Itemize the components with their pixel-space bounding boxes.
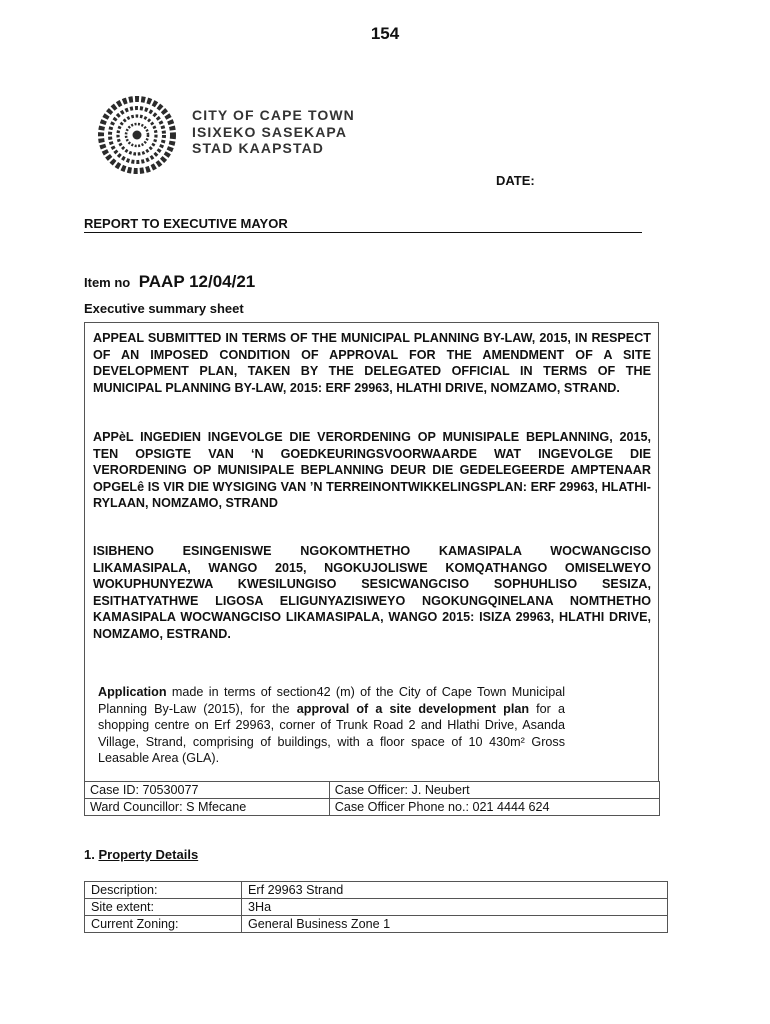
item-label: Item no — [84, 275, 131, 290]
ward-councillor: Ward Councillor: S Mfecane — [85, 799, 330, 816]
table-row — [85, 916, 668, 933]
case-officer-phone: Case Officer Phone no.: 021 4444 624 — [329, 799, 659, 816]
case-info-table — [84, 781, 660, 816]
table-row — [85, 882, 668, 899]
table-row — [85, 782, 660, 799]
section-heading — [84, 847, 198, 862]
item-row — [84, 272, 255, 292]
property-value: 3Ha — [242, 899, 668, 916]
org-name-line: CITY OF CAPE TOWN — [192, 107, 355, 123]
summary-afrikaans: APPèL INGEDIEN INGEVOLGE DIE VERORDENING OP MUNISIPALE BEPLANNING, 2015, TEN OPSIGTE VAN ‘N GOEDKEURINGSVOORWAARDE WAT INGEVOLGE DIE VERORDENING OP MUNISIPALE BEPLANNING DEUR DIE GEDELEGEERDE AMPTENAAR OPGELê IS VIR DIE WYSIGING VAN ’N TERREINONTWIKKELINGSPLAN: ERF 29963, HLATHI-RYLAAN, NOMZAMO, STRAND — [93, 430, 651, 511]
summary-label: Executive summary sheet — [84, 301, 244, 316]
city-of-cape-town-emblem-icon — [92, 95, 182, 175]
date-label: DATE: — [496, 173, 535, 188]
org-name-line: ISIXEKO SASEKAPA — [192, 123, 348, 140]
application-text-part: made in terms of section42 (m) of the City of Cape Town Municipal Planning By-Law (2015), for the — [98, 685, 565, 716]
page-number: 154 — [370, 24, 400, 43]
table-row — [85, 899, 668, 916]
application-description — [98, 684, 565, 767]
application-text-part: for a shopping centre on Erf 29963, corner of Trunk Road 2 and Hlathi Drive, Asanda Village, Strand, comprising of buildings, with a floor space of 10 430m² Gross Leasable Area (GLA). — [98, 701, 565, 766]
application-emphasis: approval of a site development plan — [296, 701, 530, 716]
case-id: Case ID: 70530077 — [85, 782, 330, 799]
report-title: REPORT TO EXECUTIVE MAYOR — [84, 216, 642, 233]
application-lead: Application — [98, 685, 167, 699]
summary-xhosa: ISIBHENO ESINGENISWE NGOKOMTHETHO KAMASIPALA WOCWANGCISO LIKAMASIPALA, WANGO 2015, NGOKUJOLISWE KOMQATHANGO OMISELWEYO WOKUPHUNYEZWA KWESILUNGISO SESICWANGCISO SOPHUHLISO SESIZA, ESITHATYATHWE LIGOSA ELIGUNYAZISIWEYO NGOKUNGQINELANA NOMTHETHO KAMASIPALA WOCWANGCISO LIKAMASIPALA, WANGO 2015: ISIZA 29963, HLATHI DRIVE, NOMZAMO, ESTRAND. — [93, 544, 651, 641]
case-officer: Case Officer: J. Neubert — [329, 782, 659, 799]
property-details-table — [84, 881, 668, 933]
executive-summary-box — [84, 322, 659, 782]
property-label: Current Zoning: — [85, 916, 242, 933]
property-label: Site extent: — [85, 899, 242, 916]
org-name-line: STAD KAAPSTAD — [192, 140, 325, 156]
property-label: Description: — [85, 882, 242, 899]
section-number: 1. — [84, 847, 95, 862]
property-value: Erf 29963 Strand — [242, 882, 668, 899]
item-number: PAAP 12/04/21 — [138, 272, 256, 291]
summary-english: APPEAL SUBMITTED IN TERMS OF THE MUNICIPAL PLANNING BY-LAW, 2015, IN RESPECT OF AN IMPOSED CONDITION OF APPROVAL FOR THE AMENDMENT OF A SITE DEVELOPMENT PLAN, TAKEN BY THE DELEGATED OFFICIAL IN TERMS OF THE MUNICIPAL PLANNING BY-LAW, 2015: ERF 29963, HLATHI DRIVE, NOMZAMO, STRAND. — [93, 331, 651, 395]
section-title: Property Details — [98, 847, 199, 862]
property-value: General Business Zone 1 — [242, 916, 668, 933]
org-name — [192, 107, 355, 157]
table-row — [85, 799, 660, 816]
